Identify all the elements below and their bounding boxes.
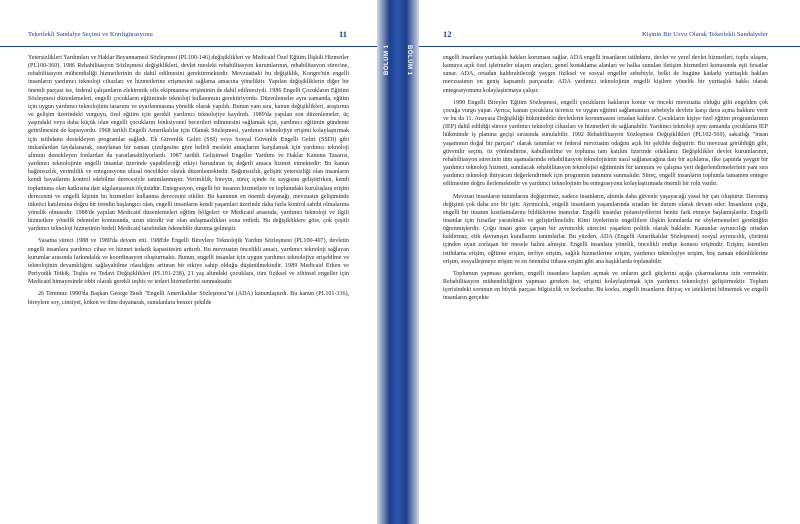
paragraph: Yasama süreci 1988 ve 1989'da devam etti. 1988'de Engelli Bireylere Teknolojik Yardım Sözleşmesi (PL100-407), devletin engelli insanlara yardımcı cihaz ve hizmet tedarik kapasitesini arttırdı. Bu mevzuatın öncelikli amacı, yardımcı teknoloji sağlayan kurumlar arasında farkındalık ve koordinasyon oluşturmaktı. Bunun, engelli insanlar için uygun yardımcı teknolojiye erişebilme ve teknolojinin devamlılığını sağlayabilme olasılığını arttıran bir etkiye sahip olduğu düşünülmektedir. 1989 Medicaid Erken ve Periyodik Tetkik, Teşhis ve Tedavi Değişiklikleri (PL101-238), 21 yaş altındaki çocuklara, tüm fiziksel ve zihinsel engeller için Medicaid himayesinde tıbbi olarak gerekli teşhis ve tedavi hizmetlerini sunmaktadır. bbox=[28, 238, 349, 286]
paragraph: engelli insanlara yurttaşlık hakları koruması sağlar. ADA engelli insanların istihdamı, devlet ve yerel devlet hizmetleri, toplu ulaşım, kamuya açık özel işletmeler ulaşım araçları, genel konaklama alanları ve halka sunulan iletişim hizmetleri konusunda eşit fırsatlar sunar. ADA, ortadan kaldırabileceği yaygın fiziksel ve sosyal engeller sebebiyle, belki de bugüne kadarki yurttaşlık hakları mevzuatının en geniş kapsamlı parçasıdır. ADA yardımcı teknolojinin engelli kişilere yönelik bir yurttaşlık hakkı olarak entegrasyonunu kolaylaştırmaya çalışır. bbox=[443, 55, 768, 94]
right-running-title: Kişinin Bir Uzvu Olarak Tekerlekli Sandalyeler bbox=[642, 31, 768, 38]
paragraph: Mevzuat insanların tutumlarını değiştirmez, sadece insanların, altında daha güvenle yaşayacağı yasal bir çatı oluşturur. Davranış değişimi çok daha zor bir iştir. Ayrımcılık, engelli insanların yaşamlarında sıradan bir durum olarak devam eder. İnsanların çoğu, engelli bir insanın kısıtlamalarını bildiklerine inanırlar. Engelli insanlar potansiyellerini henüz fark etmeye başlamışlardır. Engelli insanlar için fırsatlar yaratılmalı ve geliştirilmelidir. Kimi üyelerimiz engellilere ilişkin konularda ne söylememeleri gerektiğini öğrenmişlerdir. Çoğu insan göze çarpan bir ayrımcılık sürecini yaşarken politik olarak haklıdır. Kanunlar ayrımcılığı ortadan kaldırmaz, etik davranışın kurallarını tanımlarlar. Bu yüzden, ADA (Engelli Amerikalılar Sözleşmesi) sosyal ayrımcılık, çözümü içinden uyan zorlaşan bir mesele halini almıştır. Engelli insanlara yönelik, öncelikli endişe konusu erişimdir. Erişim; istenilen istihdama erişim, eğitime erişim, terfiye erişim, sağlık hizmetlerine erişim, yardımcı teknolojiye erişim, boş zaman etkinliklerine erişim, sosyalleşmeye erişim ve en önemlisi itibara erişim gibi ana başlıklarda toplanabilir. bbox=[443, 193, 768, 265]
paragraph: Toplumun yapması gereken, engelli insanlara kapıları açmak ve onların gizli güçlerini açığa çıkarmalarına izin vermektir. Rehabilitasyon mühendisliğinin yapması gereken ise, erişimi kolaylaştırmak için yardımcı teknolojiyi geliştirmektir. Toplum içerisindeki sorunun en büyük parçası bilgisizlik ve korkudur. Bu korku, engelli insanların ihtiyaç ve isteklerini bilmemek ve engelli insanların gerçekte bbox=[443, 270, 768, 302]
left-page bbox=[0, 0, 377, 524]
paragraph: 1990 Engelli Bireyler Eğitim Sözleşmesi, engelli çocukların haklarını konur ve önceki mevzuatta olduğu gibi engelden çok çocuğa vurgu yapar. Ayrıca, kanun çocuklara ücretsiz ve uygun eğitimi sağlamamızı sebebiyle devlete karşı dava açma hakkını verir ve bu da 11. Anayasa Değişikliği hükmündeki devletlerin korunmasını ortadan kaldırır. Çocukların kişiye özel eğitim programlarının (IEP) dahil edildiği sürece yardımcı teknoloji cihazları ve hizmetleri de sağlanabilir. Yardımcı teknoloji aynı zamanda çocukların IEP hükmünde iş planına geçişi sırasında sunulabilir. 1992 Rehabilitasyon Sözleşmesi Değişiklikleri (PL102-569), sakatlığı "insan yaşamının doğal bir parçası" olarak tanımlar ve federal mevzuatın odağını açık bir şekilde değiştirir. Bu mevzuat görüldüğü gibi, güvenilir seçim, öz yönlendirme, kabullenilme ve topluma tam katılım üzerinde odaklanır. Değişiklikler devlet kurumlarının, rehabilitasyon sürecinin tüm aşamalarında rehabilitasyon teknolojisinin nasıl sağlanacağına dair bir açıklama, ilke çapında yaygın bir yardımcı teknoloji hizmeti, sunulacak rehabilitasyon teknolojisi eğitiminin bir tanımını ve çalışma yeri değerlendirmelerinin yanı sıra yardımcı teknoloji ihtiyacını değerlendirmek için programın tanımını sunmalıdır. Süreç, engelli insanların toplumla tamamen entegre edilmesine doğru ilerlemektedir ve yardımcı teknolojinin bu entegrasyonu kolaylaştırmada önemli bir rolü vardır. bbox=[443, 99, 768, 188]
left-running-title: Tekerlekli Sandalye Seçimi ve Konfigürasyonu bbox=[28, 31, 153, 38]
right-page-header bbox=[419, 28, 800, 47]
right-page-body bbox=[443, 54, 768, 514]
left-page-body bbox=[28, 54, 349, 514]
spine-chapter-label-right: BÖLÜM 1 bbox=[406, 44, 412, 76]
spine-chapter-label-left: BÖLÜM 1 bbox=[384, 44, 390, 76]
paragraph: Yetersizlikleri Yardımları ve Haklar Beyannamesi Sözleşmesi (PL100-146) değişiklikleri ve Medicaid Özel Eğitim İlişkili Hizmetler (PL100-360). 1986 Rehabilitasyon Sözleşmesi değişiklikleri, devlet mesleki rehabilitasyon kurumlarının, rehabilitasyon sürecine, rehabilitasyon mühendisliği hizmetlerinin de dahil edilmesini gerektirmektedir. Mevzuattaki bu değişiklik, Kongre'nin engelli insanların yardımcı teknoloji cihazları ve hizmetlerine erişmesini sağlama amacına yöneliktir. Yapılan değişikliklerin diğer bir önemli parçası ise, federal çalışanların elektronik ofis ekipmanına erişiminin de dahil edilmesiydi. 1986 Engelli Çocukların Eğitimi Sözleşmesi düzenlemeleri, engelli çocukların eğitiminde teknoloji kullanımını gerektiriyordu. Düzenlemeler aynı zamanda, eğitim için uygun yardımcı teknolojinin tasarımı ve uyarlanmasına yönelik olarak yapıldı. Bunun yanı sıra, kanun değişiklikleri, araştırma ve gelişim üzerindeki vurguyu, özel eğitim için gerekli yardımcı teknolojiye kaydırdı. 1989'da yapılan son düzenlemeler, üç yaşındaki veya daha küçük olan engelli çocukların fonksiyonel becerileri edinmesini sağlamak için, yardımcı eğitimin gündeme getirilmesini de kapsıyordu. 1968 tarihli Engelli Amerikalılar için Olanak Sözleşmesi, yardımcı teknolojiye erişimi kolaylaştırmak için istihdamı destekleyen programlar sağladı. Ek Güvenlik Geliri (SSI) veya Sosyal Güvenlik Engelli Geliri (SSDI) gibi imkanlardan faydalanarak, onaylanan bir zaman çizelgesine göre belirli mesleki amaçlarını karşılamak için yardımcı teknoloji alımını destekleyen fonlardan da yararlanabiliyorlardı. 1987 tarihli Gelişimsel Engeller Yardımı ve Haklar Kanunu Tasarısı, yardımcı teknolojinin engelli insanlar üzerinde yapabileceği etkiyi barındıran üç değerli amaca hizmet etmektedir: Bu kanun bağımsızlık, verimlilik ve entegrasyonu ulusal öncelikler olarak düzenlemektedir. Bağımsızlık, gelişim yetersizliği olan insanların kendi hayatlarını kontrol edebilme derecesiyle tanımlanmıştır. Verimlilik, bireyin, süreç içinde öz saygısını geliştirirken, kendi toplumuna olan katkısına dair algılamasının ölçüsüdür. Entegrasyon, engelli bir insanın hizmetlere ve toplumdaki kuruluşlara erişim derecesini ve engelli kişinin bu hizmetleri kullanma derecesini etkiler. Bu kanunun en önemli dayanağı, mevzuatın gelişiminde tüketici katılımına doğru bir trendin başlangıcı olan, engelli insanların kendi yaşamları üzerinde daha fazla kontrol sahibi olmalarına yönelik olmasıdır. 1988'de yapılan Medicaid düzenlemeleri eğitim bölgeleri ve Medicaid arasında, yardımcı teknoloji ve ilgili hizmetlere yönelik ödemeler konusunda, uzun süredir var olan anlaşmazlıkları sona erdirdi. Bu değişikliklere göre, çok çeşitli yardımcı teknoloji hizmetinin bedeli Medicaid tarafından ödenebilir duruma gelmiştir. bbox=[28, 55, 349, 233]
right-page-number: 12 bbox=[443, 29, 452, 39]
paragraph: 26 Temmuz 1990'da Başkan George Bush "Engelli Amerikalılar Sözleşmesi"ni (ADA) kanunlaştırdı. Bu kanun (PL101-336), bireylere soy, cinsiyet, köken ve dine dayanarak, sunulanlara benzer şekilde bbox=[28, 291, 349, 306]
left-page-number: 11 bbox=[338, 29, 347, 39]
book-spine bbox=[377, 0, 419, 524]
left-page-header bbox=[0, 28, 377, 47]
right-page bbox=[419, 0, 800, 524]
